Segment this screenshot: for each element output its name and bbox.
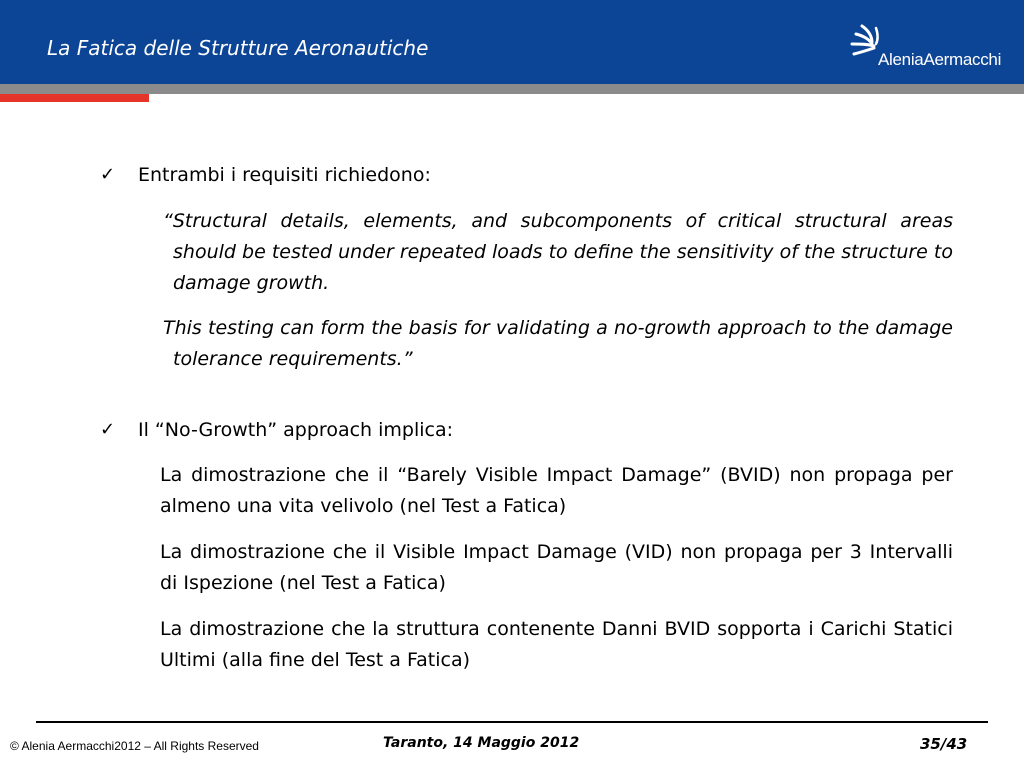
logo-wordmark: AleniaAermacchi [878, 50, 1002, 69]
quote-paragraph-2: This testing can form the basis for validating a no-growth approach to the damage tolerance requirements.” [163, 317, 953, 370]
checkmark-icon: ✓ [100, 419, 116, 440]
footer-date: Taranto, 14 Maggio 2012 [383, 735, 580, 751]
list-item: La dimostrazione che la struttura contenente Danni BVID sopporta i Carichi Statici Ultimi (alla fine del Test a Fatica) [160, 618, 953, 671]
footer-divider [36, 721, 988, 723]
page-number: 35/43 [920, 735, 968, 753]
slide-title: La Fatica delle Strutture Aeronautiche [47, 36, 429, 60]
list-item: La dimostrazione che il Visible Impact Damage (VID) non propaga per 3 Intervalli di Ispezione (nel Test a Fatica) [160, 541, 953, 594]
list-item: La dimostrazione che il “Barely Visible Impact Damage” (BVID) non propaga per almeno una vita velivolo (nel Test a Fatica) [160, 464, 953, 517]
quote-paragraph-1: “Structural details, elements, and subcomponents of critical structural areas should be tested under repeated loads to define the sensitivity of the structure to damage growth. [163, 210, 953, 294]
bullet-heading: Entrambi i requisiti richiedono: [138, 164, 431, 186]
footer-copyright: © Alenia Aermacchi2012 – All Rights Reserved [10, 739, 259, 753]
checkmark-icon: ✓ [100, 164, 116, 185]
bullet-heading: Il “No-Growth” approach implica: [138, 419, 454, 441]
